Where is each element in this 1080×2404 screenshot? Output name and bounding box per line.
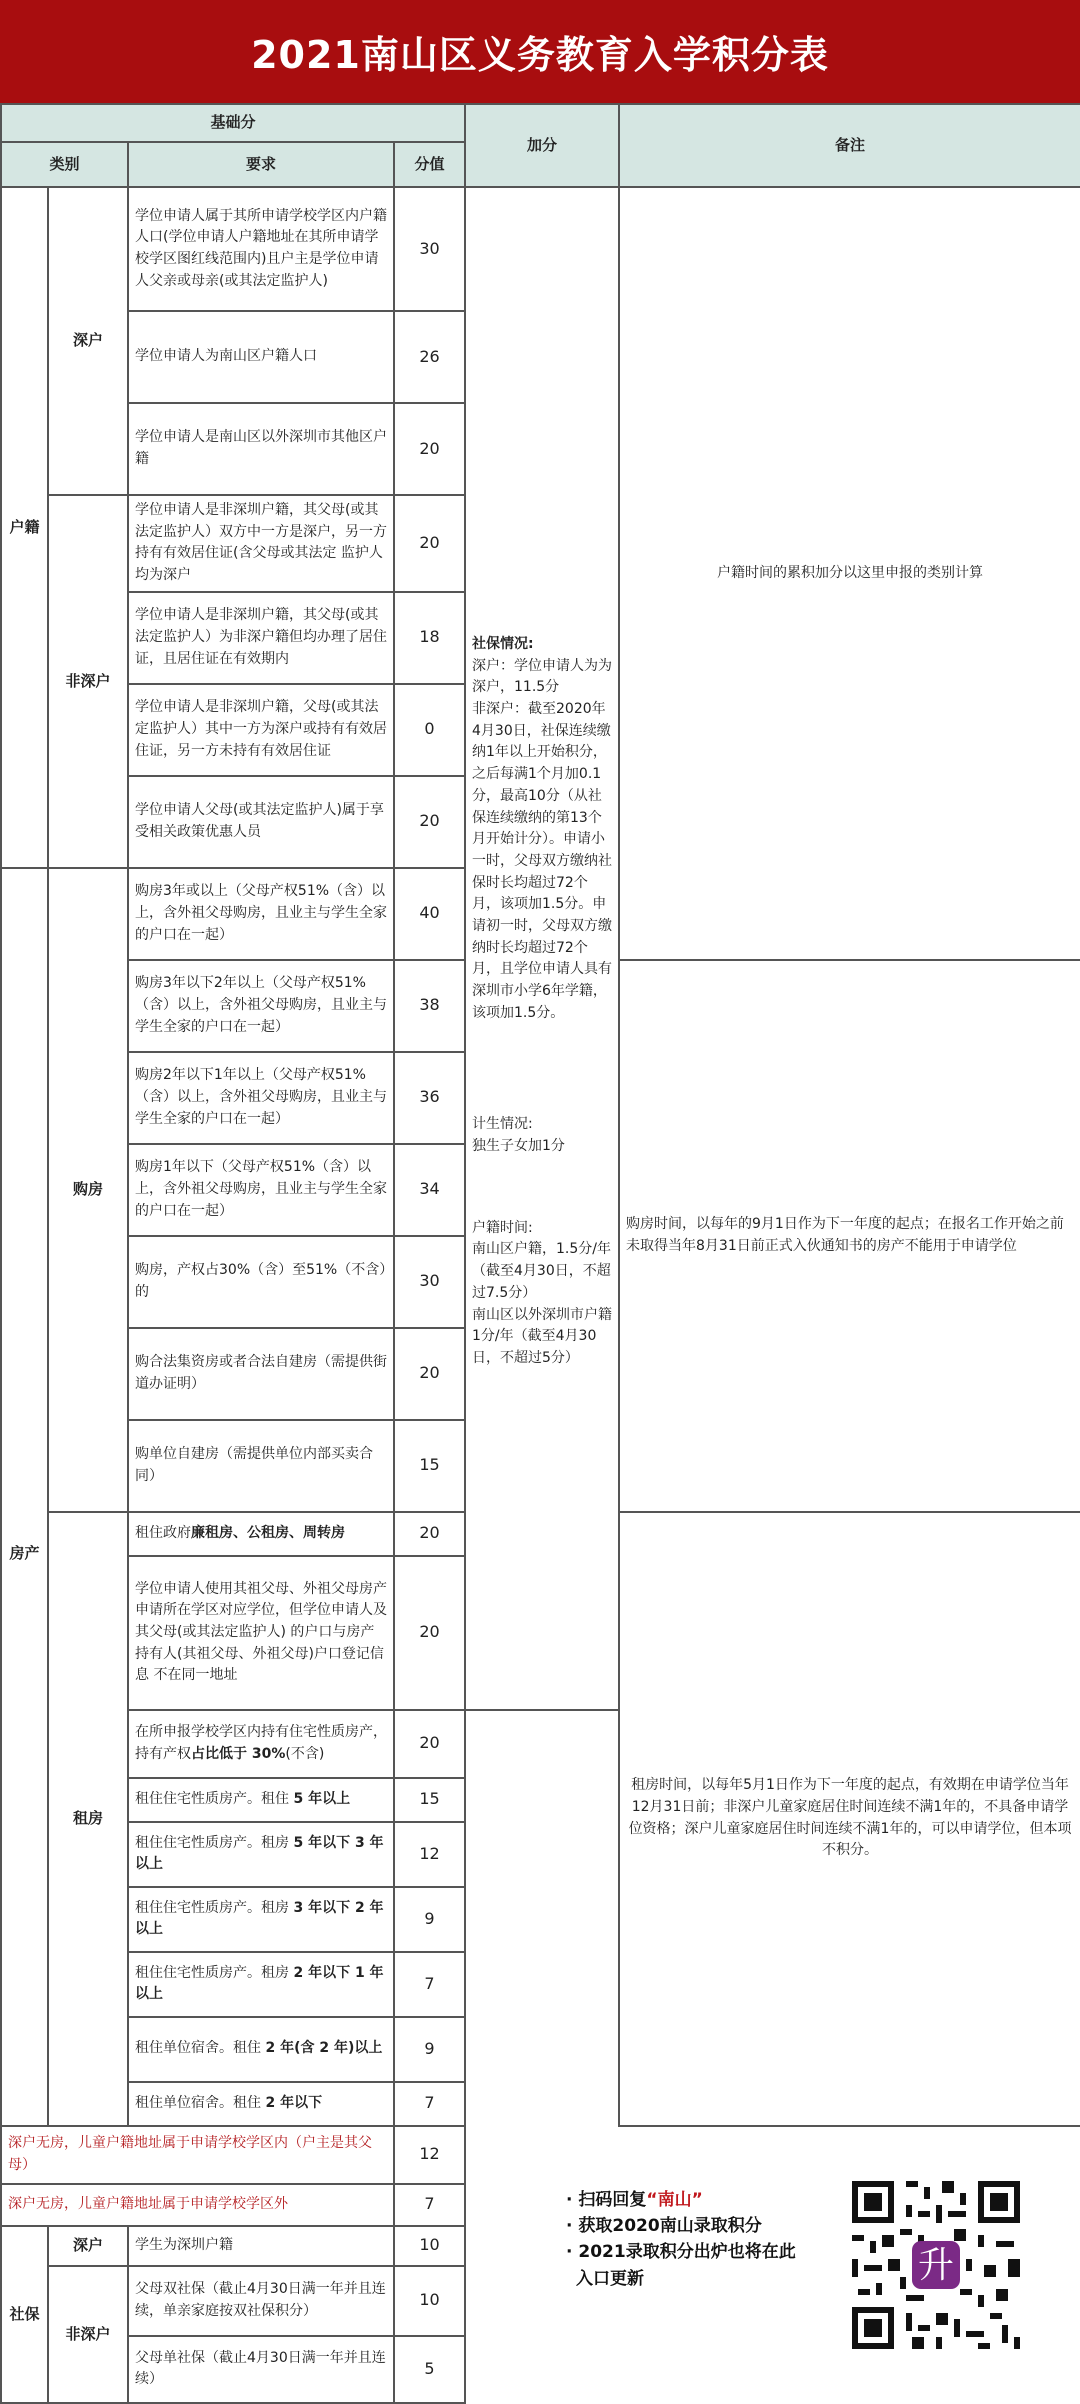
bonus-family: 计生情况: 独生子女加1分	[472, 1116, 565, 1155]
subcategory-feishenhu-social: 非深户	[48, 2266, 128, 2403]
rent-highlight: 占比低于 30%	[191, 1745, 286, 1762]
header-base: 基础分	[1, 104, 465, 142]
promo-area	[465, 2126, 1080, 2403]
score-cell: 10	[394, 2266, 465, 2336]
category-property: 房产	[1, 868, 48, 2126]
requirement-cell: 学位申请人使用其祖父母、外祖父母房产申请所在学区对应学位，但学位申请人及其父母(或其法定监护人) 的户口与房产持有人(其祖父母、外祖父母)户口登记信息 不在同一地址	[128, 1556, 394, 1710]
promo-line4: 入口更新	[576, 2268, 645, 2289]
requirement-cell: 学位申请人属于其所申请学校学区内户籍人口(学位申请人户籍地址在其所申请学校学区图红线范围内)且户主是学位申请人父亲或母亲(或其法定监护人)	[128, 187, 394, 311]
requirement-cell: 购合法集资房或者合法自建房（需提供街道办证明）	[128, 1328, 394, 1420]
score-cell: 9	[394, 1887, 465, 1952]
requirement-cell: 购房3年或以上（父母产权51%（含）以上，含外祖父母购房，且业主与学生全家的户口在一起）	[128, 868, 394, 960]
no-house-in-district: 深户无房，儿童户籍地址属于申请学校学区内（户主是其父母）	[1, 2126, 394, 2184]
rent-highlight: 2 年(含 2 年)以上	[265, 2040, 383, 2057]
score-cell: 34	[394, 1144, 465, 1236]
requirement-cell: 购房3年以下2年以上（父母产权51%（含）以上，含外祖父母购房，且业主与学生全家的户口在一起）	[128, 960, 394, 1052]
requirement-cell	[128, 1778, 394, 1822]
score-cell: 20	[394, 1328, 465, 1420]
promo-line1: · 扫码回复	[566, 2189, 647, 2210]
requirement-cell: 购房，产权占30%（含）至51%（不含）的	[128, 1236, 394, 1328]
score-cell: 30	[394, 187, 465, 311]
score-cell: 20	[394, 495, 465, 592]
header-requirement: 要求	[128, 142, 394, 187]
header-score: 分值	[394, 142, 465, 187]
subcategory-buy: 购房	[48, 868, 128, 1512]
requirement-cell: 父母双社保（截止4月30日满一年并且连续，单亲家庭按双社保积分）	[128, 2266, 394, 2336]
requirement-cell	[128, 1887, 394, 1952]
score-cell: 10	[394, 2226, 465, 2266]
requirement-cell: 学位申请人是非深圳户籍，父母(或其法定监护人）其中一方为深户或持有有效居住证，另一方未持有有效居住证	[128, 684, 394, 776]
qr-code-icon[interactable]	[846, 2175, 1026, 2355]
requirement-cell: 学位申请人是非深圳户籍，其父母(或其法定监护人）双方中一方是深户，另一方持有有效居住证(含父母或其法定 监护人均为深户	[128, 495, 394, 592]
requirement-cell: 父母单社保（截止4月30日满一年并且连续）	[128, 2336, 394, 2403]
header-bonus: 加分	[465, 104, 619, 187]
requirement-cell	[128, 1952, 394, 2017]
bonus-social-body: 深户：学位申请人为为深户，11.5分 非深户：截至2020年4月30日，社保连续缴纳1年以上开始积分，之后每满1个月加0.1分，最高10分（从社保连续缴纳的第13个月开始计分）。申请小一时，父母双方缴纳社保时长均超过72个月，该项加1.5分。申请初一时，父母双方缴纳时长均超过72个月，且学位申请人具有深圳市小学6年学籍，该项加1.5分。	[472, 657, 613, 1021]
score-cell: 40	[394, 868, 465, 960]
promo-text	[566, 2187, 796, 2292]
score-cell: 5	[394, 2336, 465, 2403]
rent-text: 在所申报学校学区内持有住宅性质房产，持有产权	[135, 1724, 387, 1762]
page-title: 2021南山区义务教育入学积分表	[0, 0, 1080, 103]
rent-text: 租住住宅性质房产。租房	[135, 1834, 294, 1851]
score-cell: 0	[394, 684, 465, 776]
score-cell: 20	[394, 1512, 465, 1556]
rent-highlight: 2 年以下 1 年以上	[135, 1964, 384, 2003]
score-cell: 36	[394, 1052, 465, 1144]
bonus-hukou-time: 户籍时间: 南山区户籍，1.5分/年（截至4月30日，不超过7.5分） 南山区以外深圳市户籍 1分/年（截至4月30日，不超过5分）	[472, 1219, 613, 1366]
requirement-cell: 购房2年以下1年以上（父母产权51%（含）以上，含外祖父母购房，且业主与学生全家的户口在一起）	[128, 1052, 394, 1144]
promo-line3: · 2021录取积分出炉也将在此	[566, 2242, 796, 2263]
score-cell: 20	[394, 1710, 465, 1778]
score-cell: 15	[394, 1420, 465, 1512]
no-house-out-district: 深户无房，儿童户籍地址属于申请学校学区外	[1, 2184, 394, 2226]
remarks-rent: 租房时间，以每年5月1日作为下一年度的起点，有效期在申请学位当年12月31日前；非深户儿童家庭居住时间连续不满1年的，不具备申请学位资格；深户儿童家庭居住时间连续不满1年的，可以申请学位，但本项不积分。	[619, 1512, 1080, 2126]
score-cell: 20	[394, 776, 465, 868]
rent-text: 租住住宅性质房产。租住	[135, 1790, 294, 1807]
rent-highlight: 5 年以上	[293, 1790, 351, 1807]
score-cell: 26	[394, 311, 465, 403]
score-cell: 30	[394, 1236, 465, 1328]
score-cell: 7	[394, 1952, 465, 2017]
subcategory-rent: 租房	[48, 1512, 128, 2126]
requirement-cell: 购房1年以下（父母产权51%（含）以上，含外祖父母购房，且业主与学生全家的户口在一起）	[128, 1144, 394, 1236]
rent-text: 租住政府	[135, 1524, 191, 1541]
score-cell: 9	[394, 2017, 465, 2082]
requirement-cell: 购单位自建房（需提供单位内部买卖合同）	[128, 1420, 394, 1512]
rent-highlight: 2 年以下	[265, 2094, 323, 2111]
remarks-buy: 购房时间，以每年的9月1日作为下一年度的起点；在报名工作开始之前未取得当年8月31日前正式入伙通知书的房产不能用于申请学位	[619, 960, 1080, 1512]
requirement-cell	[128, 2082, 394, 2126]
requirement-cell: 学位申请人为南山区户籍人口	[128, 311, 394, 403]
subcategory-feishenhu: 非深户	[48, 495, 128, 868]
score-table	[0, 103, 1080, 2404]
bonus-social-title: 社保情况:	[472, 636, 534, 652]
score-cell: 15	[394, 1778, 465, 1822]
requirement-cell: 学位申请人是非深圳户籍，其父母(或其法定监护人）为非深户籍但均办理了居住证，且居住证在有效期内	[128, 592, 394, 684]
score-cell: 18	[394, 592, 465, 684]
category-hukou: 户籍	[1, 187, 48, 868]
category-social: 社保	[1, 2226, 48, 2403]
score-cell: 38	[394, 960, 465, 1052]
rent-text: (不含)	[285, 1745, 325, 1762]
requirement-cell: 学位申请人是南山区以外深圳市其他区户籍	[128, 403, 394, 495]
score-cell: 7	[394, 2184, 465, 2226]
requirement-cell	[128, 1512, 394, 1556]
bonus-cell	[465, 187, 619, 1710]
score-cell: 12	[394, 1822, 465, 1887]
rent-highlight: 5 年以下 3 年以上	[135, 1834, 384, 1873]
promo-keyword: “南山”	[646, 2189, 703, 2210]
requirement-cell	[128, 1710, 394, 1778]
score-cell: 20	[394, 403, 465, 495]
subcategory-shenhu: 深户	[48, 187, 128, 495]
rent-highlight: 3 年以下 2 年以上	[135, 1899, 384, 1938]
promo-line2: · 获取2020南山录取积分	[566, 2216, 762, 2237]
requirement-cell	[128, 1822, 394, 1887]
rent-text: 租住单位宿舍。租住	[135, 2094, 266, 2111]
rent-text: 租住单位宿舍。租住	[135, 2040, 266, 2057]
score-cell: 20	[394, 1556, 465, 1710]
requirement-cell: 学位申请人父母(或其法定监护人)属于享受相关政策优惠人员	[128, 776, 394, 868]
remarks-hukou: 户籍时间的累积加分以这里申报的类别计算	[619, 187, 1080, 960]
header-remarks: 备注	[619, 104, 1080, 187]
rent-text: 租住住宅性质房产。租房	[135, 1899, 294, 1916]
qr-badge: 升	[918, 2244, 955, 2286]
header-category: 类别	[1, 142, 128, 187]
requirement-cell: 学生为深圳户籍	[128, 2226, 394, 2266]
score-cell: 12	[394, 2126, 465, 2184]
score-cell: 7	[394, 2082, 465, 2126]
rent-text: 租住住宅性质房产。租房	[135, 1964, 294, 1981]
subcategory-shenhu-social: 深户	[48, 2226, 128, 2266]
rent-highlight: 廉租房、公租房、周转房	[191, 1524, 345, 1541]
requirement-cell	[128, 2017, 394, 2082]
